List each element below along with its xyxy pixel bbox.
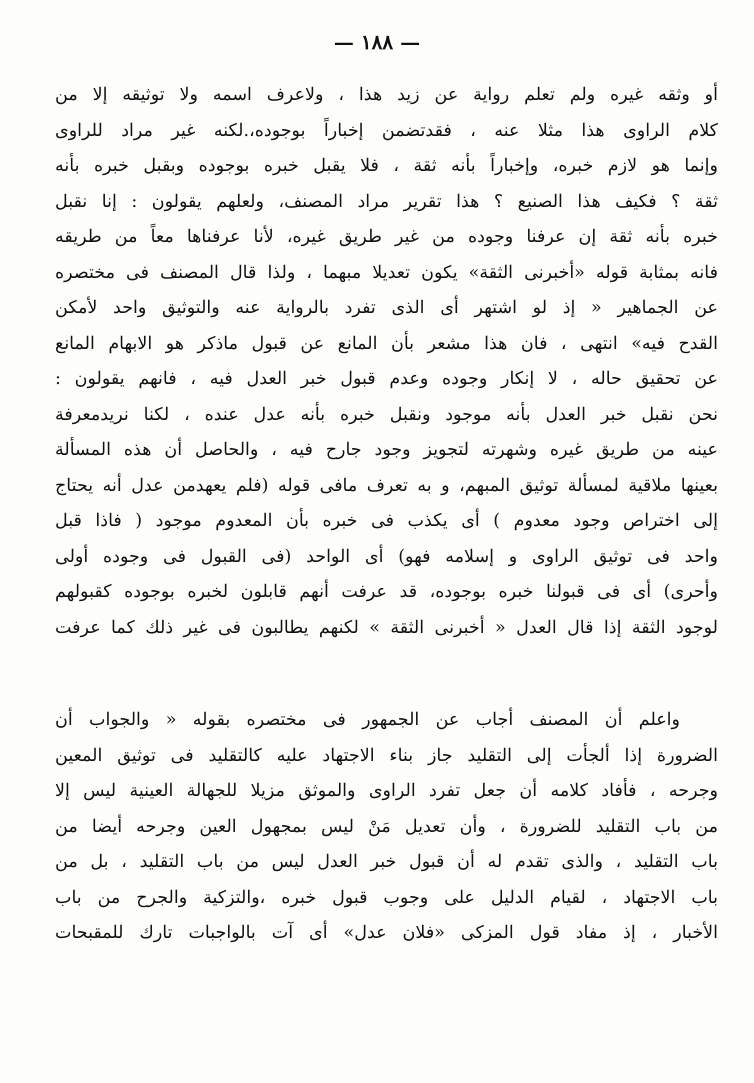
text-line: عن تحقيق حاله ، لا إنكار وجوده وعدم قبول خبر العدل فيه ، فانهم يقولون :: [55, 369, 718, 389]
text-line: باب الاجتهاد ، لقيام الدليل على وجوب قبول خبره ،والتزكية والجرح من باب: [55, 887, 718, 908]
text-line: خبره بأنه ثقة إن عرفنا وجوده من غير طريق غيره، لأنا عرفناها معاً من طريقه: [55, 227, 718, 247]
text-line: واعلم أن المصنف أجاب عن الجمهور فى مختصره بقوله « والجواب أن: [55, 710, 680, 730]
text-line: ثقة ؟ فكيف هذا الصنيع ؟ هذا تقرير مراد المصنف، ولعلهم يقولون : إنا نقبل: [55, 191, 718, 212]
text-line: عينه من طريق غيره وشهرته لتجويز وجود جارح فيه ، والحاصل أن هذه المسألة: [55, 440, 718, 460]
text-line: نحن نقبل خبر العدل بأنه موجود ونقبل خبره بأنه عدل عنده ، لكنا نريدمعرفة: [55, 404, 718, 425]
text-line: لوجود الثقة إذا قال العدل « أخبرنى الثقة » لكنهم يطالبون فى غير ذلك كما عرفت: [55, 617, 718, 638]
text-line: الأخبار ، إذ مفاد قول المزكى «فلان عدل» أى آت بالواجبات تارك للمقبحات: [55, 923, 718, 943]
text-line: القدح فيه» انتهى ، فان هذا مشعر بأن المانع عن قبول ماذكر هو الابهام المانع: [55, 333, 718, 354]
page-number: — ١٨٨ —: [333, 30, 421, 54]
paragraph-2: [55, 703, 718, 952]
text-line: من باب التقليد للضرورة ، وأن تعديل مَنْ ليس بمجهول العين وجرحه أيضا من: [55, 816, 718, 837]
paragraph-1: [55, 78, 718, 646]
text-line: فانه بمثابة قوله «أخبرنى الثقة» يكون تعديلا مبهما ، ولذا قال المصنف فى مختصره: [55, 262, 718, 283]
text-line: عن الجماهير « إذ لو اشتهر أى الذى تفرد بالرواية عنه والتوثيق واحد لأمكن: [55, 298, 718, 318]
text-line: وأحرى) أى فى قبولنا خبره بوجوده، قد عرفت أنهم قابلون لخبره بوجوده كقبولهم: [55, 582, 718, 602]
text-line: وإنما هو لازم خبره، وإخباراً بأنه ثقة ، فلا يقبل خبره بوجوده وبقبل خبره بأنه: [55, 156, 718, 176]
text-line: بعينها ملاقية لمسألة توثيق المبهم، و به تعرف مافى قوله (فلم يعهدمن عدل أنه يحتاج: [55, 475, 718, 496]
text-line: أو وثقه غيره ولم تعلم رواية عن زيد هذا ، ولاعرف اسمه ولا توثيقه إلا من: [55, 85, 718, 105]
text-line: إلى اختراص وجود معدوم ) أى يكذب فى خبره بأن المعدوم موجود ( فاذا قبل: [55, 511, 718, 531]
text-line: باب التقليد ، والذى تقدم له أن قبول خبر العدل ليس من باب التقليد ، بل من: [55, 852, 718, 872]
text-line: الضرورة إذا ألجأت إلى التقليد جاز بناء الاجتهاد عليه كالتقليد فى توثيق المعين: [55, 745, 718, 766]
text-line: وجرحه ، فأفاد كلامه أن جعل تفرد الراوى والموثق مزيلا للجهالة العينية ليس إلا: [55, 781, 718, 801]
text-line: كلام الراوى هذا مثلا عنه ، فقدتضمن إخباراً بوجوده،.لكنه غير مراد للراوى: [55, 120, 718, 141]
text-line: واحد فى توثيق الراوى و إسلامه فهو) أى الواحد (فى القبول فى وجوده أولى: [55, 546, 718, 567]
